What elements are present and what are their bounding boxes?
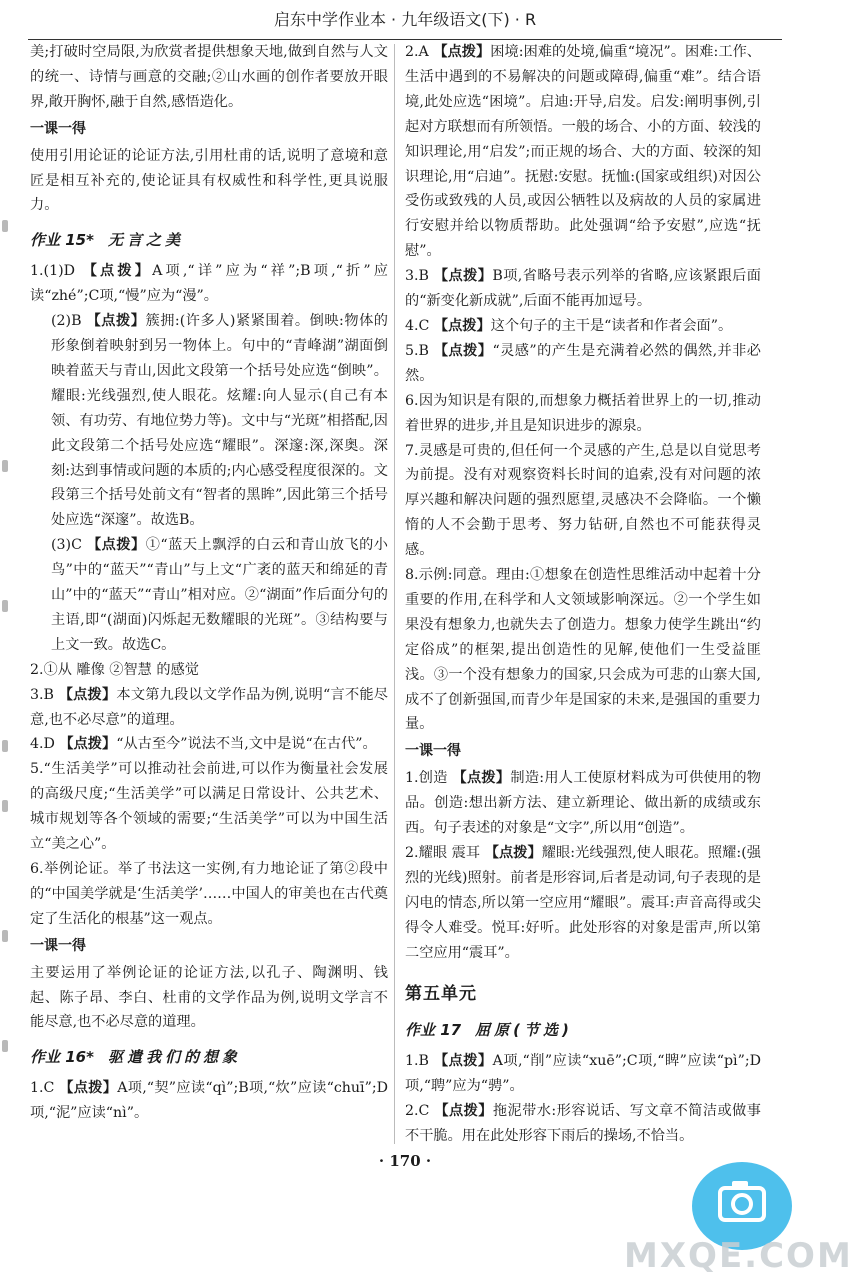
answer-item [405, 1099, 761, 1149]
answer-text: 制造:用人工使原材料成为可供使用的物品。创造:想出新方法、建立新理论、做出新的成绩或东西。句子表述的对象是“文字”,所以用“创造”。 [405, 770, 761, 837]
page-number: · 170 · [378, 1152, 432, 1170]
answer-label: 2.C [405, 1103, 435, 1120]
section-heading: 一课一得 [405, 743, 461, 760]
answer-label: 3.B [30, 686, 59, 703]
answer-text: 耀眼:光线强烈,使人眼花。照耀:(强烈的光线)照射。前者是形容词,后者是动词,句子表现的是闪电的情态,所以第一空应用“耀眼”。震耳:声音高得或尖得令人难受。悦耳:好听。此处形容的对象是雷声,所以第二空应用“震耳”。 [405, 845, 761, 961]
answer-text: 这个句子的主干是“读者和作者会面”。 [490, 317, 733, 334]
answer-text: 使用引用论证的论证方法,引用杜甫的话,说明了意境和意匠是相互补充的,使论证具有权威性和科学性,更具说服力。 [30, 147, 388, 214]
assignment-heading [30, 228, 388, 253]
answer-item [405, 314, 761, 339]
answer-text: 簇拥:(许多人)紧紧围着。倒映:物体的形象倒着映射到另一物体上。句中的“青峰湖”湖面倒映着蓝天与青山,因此文段第一个括号处应选“倒映”。耀眼:光线强烈,使人眼花。炫耀:向人显示(自己有本领、有功劳、有地位势力等)。文中与“光斑”相搭配,因此文段第二个括号处应选“耀眼”。深邃:深,深奥。深刻:达到事情或问题的本质的;内心感受程度很深的。文段第三个括号处前文有“智者的黑眸”,因此第三个括号处应选“深邃”。故选B。 [51, 313, 388, 529]
answer-text: 8.示例:同意。理由:①想象在创造性思维活动中起着十分重要的作用,在科学和人文领域影响深远。②一个学生如果没有想象力,也就失去了创造力。想象力使学生跳出“约定俗成”的框架,提出创造性的见解,使他们一生受益匪浅。③一个没有想象力的国家,只会成为可悲的山寨大国,成不了创新强国,而青少年是国家的未来,是强国的重要力量。 [405, 567, 761, 733]
answer-text: 主要运用了举例论证的论证方法,以孔子、陶渊明、钱起、陈子昂、李白、杜甫的文学作品为例,说明文学言不能尽意,也不必尽意的道理。 [30, 964, 388, 1031]
hint-tag: 【点拨】 [59, 736, 117, 753]
answer-text: A项,“契”应读“qì”;B项,“炊”应读“chuī”;D项,“泥”应读“nì”。 [30, 1080, 389, 1122]
answer-label: 2.耀眼 震耳 [405, 845, 485, 861]
answer-item [30, 857, 388, 932]
answer-text: 困境:困难的处境,偏重“境况”。困难:工作、生活中遇到的不易解决的问题或障碍,偏重“难”。结合语境,此处应选“困境”。启迪:开导,启发。启发:阐明事例,引起对方联想而有所领悟。一般的场合、小的方面、较浅的知识理论,用“启发”;而正规的场合、大的方面、较深的知识理论,用“启迪”。抚慰:安慰。抚恤:(国家或组织)对因公受伤或致残的人员,或因公牺牲以及病故的人员的家属进行安慰并给以物质帮助。此处强调“给予安慰”,应选“抚慰”。 [405, 44, 761, 260]
answer-item [30, 40, 388, 115]
answer-item [30, 757, 388, 857]
watermark-text: MXQE.COM [624, 1236, 853, 1276]
answer-text: 拖泥带水:形容说话、写文章不简洁或做事不干脆。用在此处形容下雨后的操场,不恰当。 [405, 1103, 761, 1145]
hint-tag: 【点拨】 [433, 1053, 493, 1070]
hint-tag: 【点拨】 [434, 1103, 493, 1120]
answer-text: “灵感”的产生是充满着必然的偶然,并非必然。 [405, 342, 761, 384]
answer-item [405, 439, 761, 564]
edge-mark [2, 930, 8, 942]
answer-item [30, 732, 388, 757]
answer-text: 6.因为知识是有限的,而想象力概括着世界上的一切,推动着世界的进步,并且是知识进步的源泉。 [405, 392, 761, 434]
answer-item [405, 40, 761, 264]
edge-mark [2, 740, 8, 752]
answer-item [30, 309, 388, 533]
hint-tag: 【点拨】 [86, 313, 146, 330]
answer-text: A项,“削”应读“xuē”;C项,“睥”应读“pì”;D项,“聘”应为“骋”。 [405, 1053, 761, 1095]
answer-text: 7.灵感是可贵的,但任何一个灵感的产生,总是以自觉思考为前提。没有对观察资料长时间的追索,没有对问题的浓厚兴趣和解决问题的强烈愿望,灵感决不会降临。一个懒惰的人不会勤于思考、努力钻研,自然也不可能获得灵感。 [405, 442, 761, 559]
answer-text: A项,“详”应为“祥”;B项,“折”应读“zhé”;C项,“慢”应为“漫”。 [30, 263, 388, 305]
edge-mark [2, 800, 8, 812]
answer-label: 1.C [30, 1080, 60, 1097]
hint-tag: 【点拨】 [484, 845, 542, 861]
assignment-heading [405, 1018, 761, 1043]
unit-heading: 第五单元 [405, 983, 477, 1004]
answer-item [30, 144, 388, 219]
hint-tag: 【点拨】 [433, 317, 491, 334]
answer-label: 1.B [405, 1053, 434, 1070]
answer-label: 4.C [405, 317, 434, 334]
left-column [30, 40, 388, 1126]
assignment-title: 屈原(节选) [475, 1021, 573, 1040]
answer-item [30, 533, 388, 658]
column-separator [394, 44, 395, 1144]
assignment-number: 作业 17 [405, 1021, 462, 1040]
edge-mark [2, 600, 8, 612]
answer-label: 3.B [405, 268, 434, 285]
answer-label: 2.A [405, 44, 434, 60]
answer-item [405, 1049, 761, 1099]
hint-tag: 【点拨】 [433, 342, 493, 359]
answer-label: (3)C [51, 537, 87, 554]
edge-mark [2, 1040, 8, 1052]
answer-label: 1.(1)D [30, 263, 83, 280]
hint-tag: 【点拨】 [433, 44, 491, 60]
binding-edge [0, 40, 12, 1240]
answer-text: 2.①从 雕像 ②智慧 的感觉 [30, 661, 199, 678]
answer-text: 5.“生活美学”可以推动社会前进,可以作为衡量社会发展的高级尺度;“生活美学”可以满足日常设计、公共艺术、城市规划等各个领域的需要;“生活美学”可以为中国生活立“美之心”。 [30, 761, 388, 853]
page-header: 启东中学作业本 · 九年级语文(下) · R [273, 10, 537, 29]
answer-item [30, 683, 388, 733]
section-heading: 一课一得 [30, 937, 86, 954]
answer-item [405, 389, 761, 439]
assignment-heading [30, 1045, 388, 1070]
answer-text: 本文第九段以文学作品为例,说明“言不能尽意,也不必尽意”的道理。 [30, 686, 388, 728]
answer-item [405, 339, 761, 389]
hint-tag: 【点拨】 [58, 686, 117, 703]
assignment-number: 作业 15* [30, 231, 94, 250]
hint-tag: 【点拨】 [433, 268, 493, 285]
assignment-number: 作业 16* [30, 1048, 94, 1067]
answer-item [30, 961, 388, 1036]
section-heading: 一课一得 [30, 120, 86, 137]
answer-item [30, 1076, 388, 1126]
hint-tag: 【点拨】 [452, 770, 511, 787]
answer-item [30, 658, 388, 683]
answer-label: 4.D [30, 736, 60, 753]
hint-tag: 【点拨】 [86, 537, 146, 554]
answer-item [405, 841, 761, 966]
answer-text: “从古至今”说法不当,文中是说“在古代”。 [116, 736, 377, 753]
answer-item [405, 766, 761, 841]
right-column [405, 40, 761, 1149]
answer-label: 5.B [405, 342, 434, 359]
answer-label: (2)B [51, 313, 87, 330]
hint-tag: 【点拨】 [82, 263, 153, 280]
answer-label: 1.创造 [405, 770, 453, 787]
assignment-title: 驱遣我们的想象 [107, 1048, 241, 1067]
answer-text: 美;打破时空局限,为欣赏者提供想象天地,做到自然与人文的统一、诗情与画意的交融;②山水画的创作者要放开眼界,敞开胸怀,融于自然,感悟造化。 [30, 44, 388, 110]
edge-mark [2, 460, 8, 472]
answer-text: 6.举例论证。举了书法这一实例,有力地论证了第②段中的“中国美学就是‘生活美学’……中国人的审美也在古代奠定了生活化的根基”这一观点。 [30, 861, 388, 927]
answer-item [405, 563, 761, 737]
hint-tag: 【点拨】 [59, 1080, 118, 1097]
answer-item [30, 259, 388, 309]
assignment-title: 无言之美 [107, 231, 184, 250]
answer-text: B项,省略号表示列举的省略,应该紧跟后面的“新变化新成就”,后面不能再加逗号。 [405, 268, 761, 310]
edge-mark [2, 220, 8, 232]
answer-item [405, 264, 761, 314]
answer-text: ①“蓝天上飘浮的白云和青山放飞的小鸟”中的“蓝天”“青山”与上文“广袤的蓝天和绵延的青山”中的“蓝天”“青山”相对应。②“湖面”作后面分句的主语,即“(湖面)闪烁起无数耀眼的光斑”。③结构要与上文一致。故选C。 [51, 537, 388, 653]
